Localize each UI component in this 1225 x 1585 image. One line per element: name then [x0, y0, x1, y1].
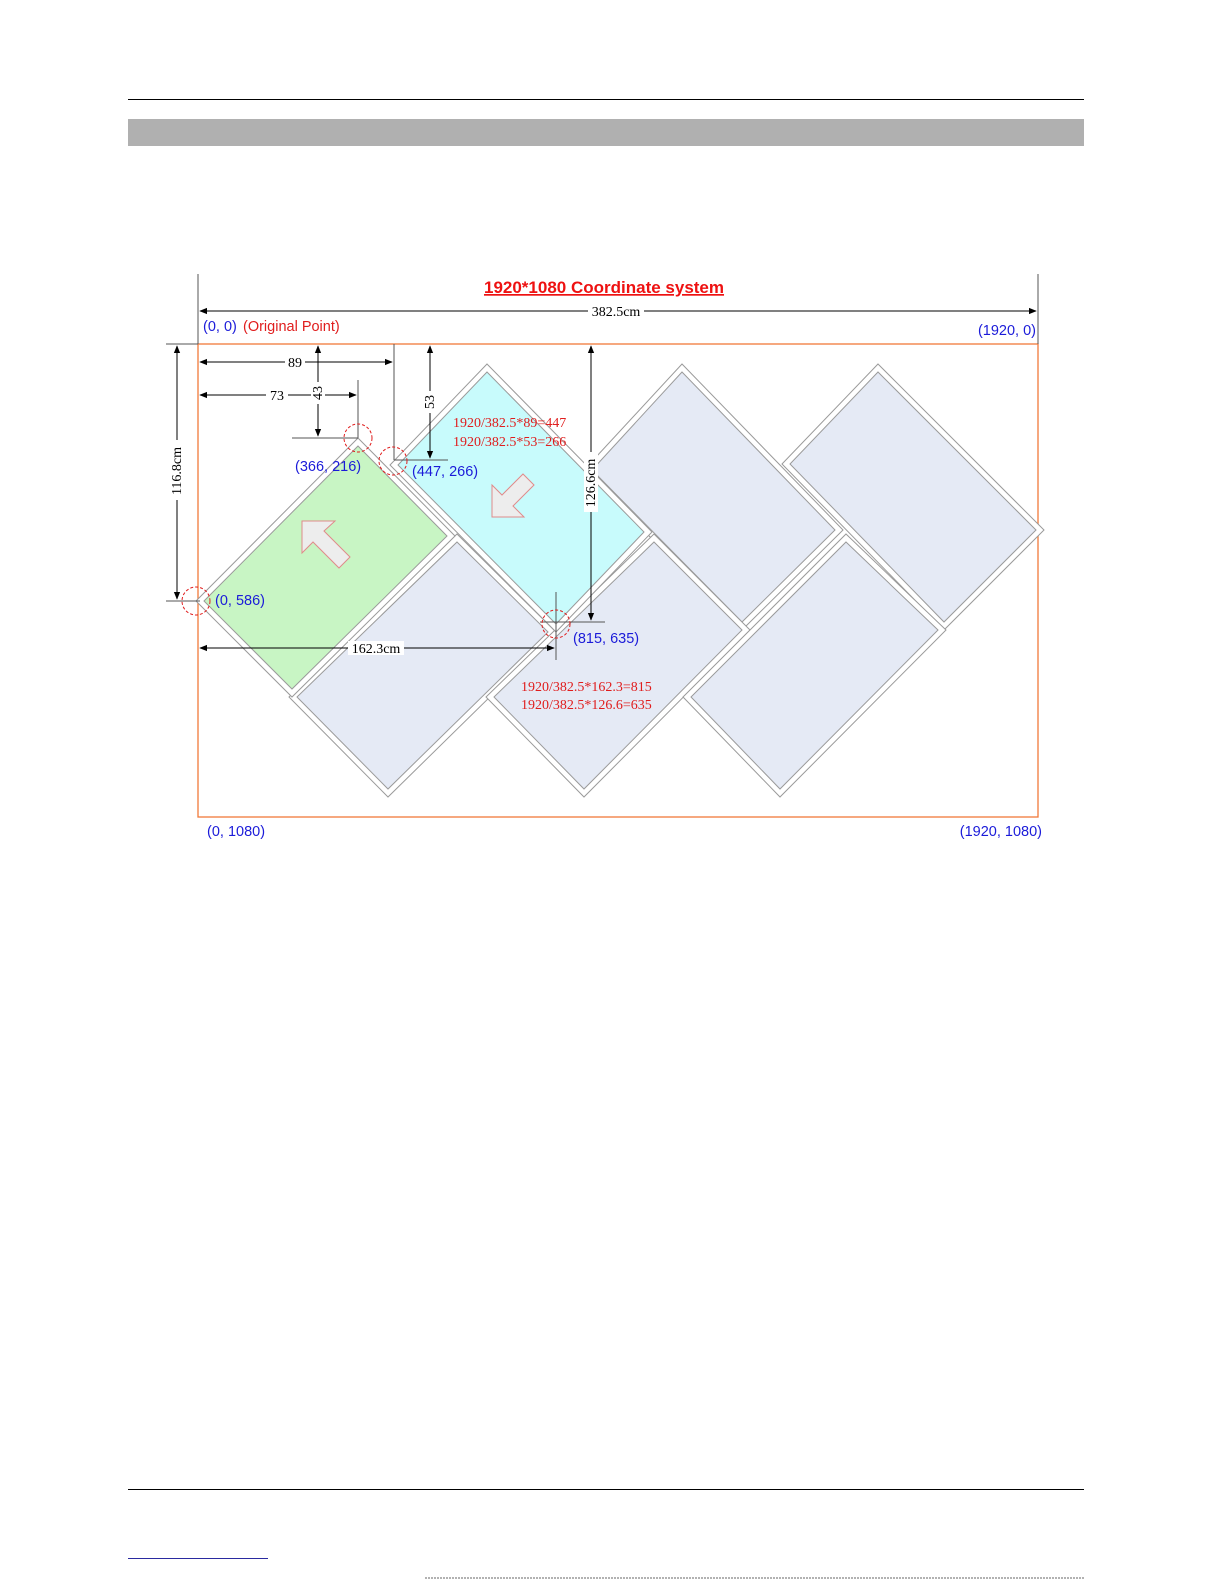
formula-162: 1920/382.5*162.3=815 — [521, 680, 652, 695]
height-126-label: 126.6cm — [584, 458, 599, 508]
point-label-366-216: (366, 216) — [295, 459, 362, 475]
footer-clipped-text-strip — [0, 1576, 1225, 1585]
origin-coord-label: (0, 0) — [203, 319, 237, 335]
formula-126: 1920/382.5*126.6=635 — [521, 698, 652, 713]
point-label-0-586: (0, 586) — [215, 593, 265, 609]
point-label-447-266: (447, 266) — [412, 464, 479, 480]
diagram-title: 1920*1080 Coordinate system — [483, 278, 725, 297]
height-116-label: 116.8cm — [170, 446, 185, 496]
bottom-right-coord-label: (1920, 1080) — [959, 824, 1042, 840]
width-dimension-label: 382.5cm — [591, 305, 641, 320]
origin-note-label: (Original Point) — [243, 319, 340, 335]
dim-73-label: 73 — [270, 389, 284, 404]
formula-53: 1920/382.5*53=266 — [453, 435, 567, 450]
footer-link-underline — [128, 1558, 268, 1559]
point-label-815-635: (815, 635) — [573, 631, 640, 647]
bottom-left-coord-label: (0, 1080) — [207, 824, 266, 840]
dim-89-label: 89 — [288, 356, 302, 371]
dim-162-label: 162.3cm — [351, 642, 401, 657]
footer-rule — [128, 1489, 1084, 1490]
dim-53-label: 53 — [423, 395, 438, 409]
top-right-coord-label: (1920, 0) — [977, 323, 1036, 339]
dim-43-label: 43 — [311, 386, 326, 400]
formula-89: 1920/382.5*89=447 — [453, 416, 567, 431]
